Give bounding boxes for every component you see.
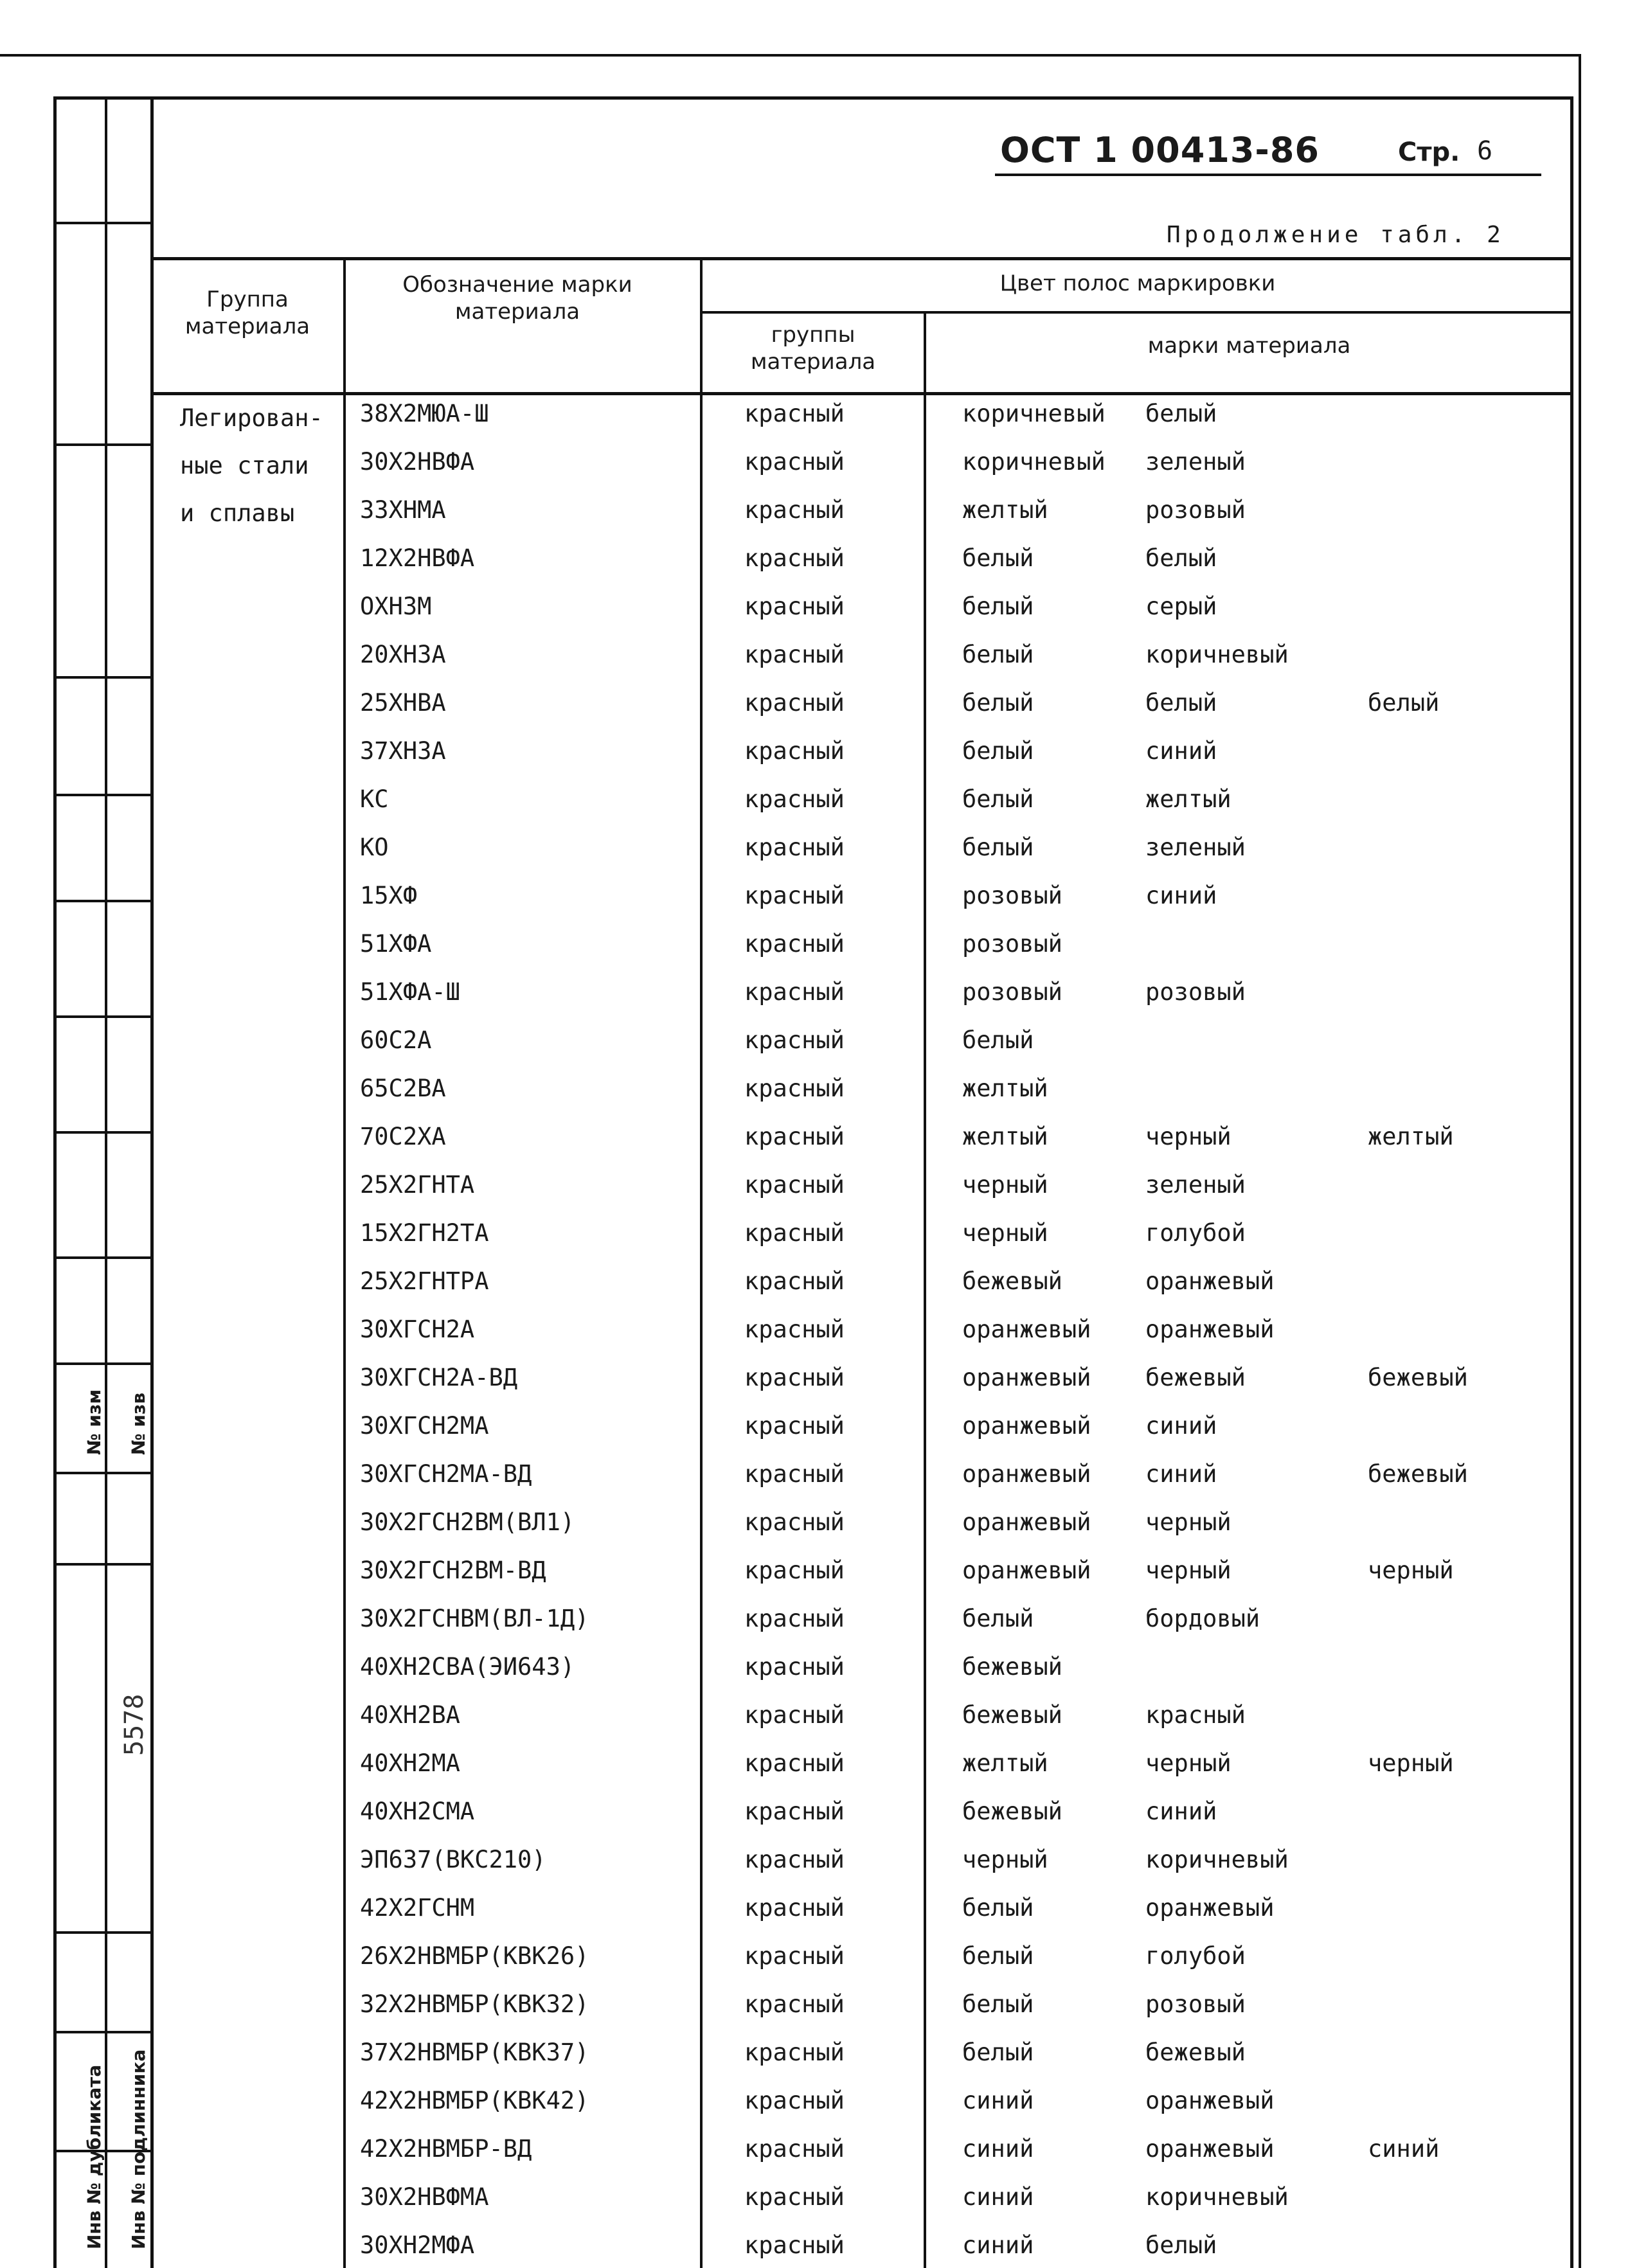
mark-color-1-cell: синий — [962, 2135, 1034, 2163]
mark-color-1-cell: белый — [962, 1942, 1034, 1970]
group-color-cell: красный — [744, 496, 845, 524]
group-color-cell: красный — [744, 2135, 845, 2163]
group-color-cell: красный — [744, 1316, 845, 1343]
stub-izm-label: № изм — [84, 1389, 105, 1455]
group-color-cell: красный — [744, 1749, 845, 1777]
mark-color-1-cell: черный — [962, 1846, 1048, 1873]
mark-cell: 30ХГСН2МА-ВД — [360, 1460, 532, 1488]
mark-cell: 30ХГСН2А — [360, 1316, 475, 1343]
mark-color-3-cell: черный — [1368, 1749, 1454, 1777]
mark-color-1-cell: оранжевый — [962, 1412, 1091, 1440]
group-color-cell: красный — [744, 1846, 845, 1873]
table-header-bottom — [150, 392, 1573, 395]
stub-tick-line — [53, 2031, 154, 2033]
frame-top — [53, 96, 1573, 100]
mark-color-2-cell: зеленый — [1145, 448, 1246, 476]
mark-cell: 12Х2НВФА — [360, 544, 475, 572]
mark-color-1-cell: желтый — [962, 496, 1048, 524]
mark-color-2-cell: черный — [1145, 1123, 1231, 1150]
mark-color-2-cell: бордовый — [1145, 1605, 1260, 1632]
group-color-cell: красный — [744, 834, 845, 861]
mark-cell: ЭП637(ВКС210) — [360, 1846, 546, 1873]
mark-color-2-cell: синий — [1145, 1798, 1217, 1825]
table-continuation-label: Продолжение табл. 2 — [1167, 222, 1505, 248]
page-label: Стр. — [1398, 138, 1460, 167]
mark-color-2-cell: черный — [1145, 1749, 1231, 1777]
mark-color-1-cell: розовый — [962, 978, 1062, 1006]
mark-color-3-cell: желтый — [1368, 1123, 1454, 1150]
stub-original-label: Инв № подлинника — [128, 2049, 149, 2249]
mark-color-1-cell: коричневый — [962, 448, 1106, 476]
group-color-cell: красный — [744, 2231, 845, 2259]
mark-color-1-cell: белый — [962, 785, 1034, 813]
group-color-cell: красный — [744, 1364, 845, 1391]
stub-tick-line — [53, 676, 154, 679]
mark-color-1-cell: белый — [962, 593, 1034, 620]
top-edge-line — [0, 54, 1581, 57]
group-label-line: ные стали — [180, 452, 309, 479]
mark-cell: 20ХН3А — [360, 641, 446, 668]
group-label-line: и сплавы — [180, 499, 295, 527]
mark-color-2-cell: бежевый — [1145, 1364, 1246, 1391]
mark-color-2-cell: синий — [1145, 737, 1217, 765]
group-color-cell: красный — [744, 882, 845, 909]
mark-color-2-cell: розовый — [1145, 1990, 1246, 2018]
stub-divider-1 — [105, 96, 107, 2268]
mark-color-1-cell: желтый — [962, 1749, 1048, 1777]
right-edge-line — [1579, 54, 1581, 2268]
mark-cell: 30ХГСН2А-ВД — [360, 1364, 518, 1391]
mark-cell: 30Х2ГСНВМ(ВЛ-1Д) — [360, 1605, 589, 1632]
mark-cell: 30ХН2МФА — [360, 2231, 475, 2259]
mark-color-1-cell: белый — [962, 737, 1034, 765]
mark-color-2-cell: розовый — [1145, 978, 1246, 1006]
mark-cell: 37ХН3А — [360, 737, 446, 765]
mark-cell: 65С2ВА — [360, 1075, 446, 1102]
group-color-cell: красный — [744, 930, 845, 958]
group-color-cell: красный — [744, 544, 845, 572]
mark-color-1-cell: белый — [962, 544, 1034, 572]
mark-color-1-cell: белый — [962, 1605, 1034, 1632]
stub-original-number: 5578 — [120, 1693, 149, 1756]
mark-color-1-cell: бежевый — [962, 1798, 1062, 1825]
mark-color-1-cell: бежевый — [962, 1267, 1062, 1295]
mark-cell: 26Х2НВМБР(КВК26) — [360, 1942, 589, 1970]
group-color-cell: красный — [744, 1026, 845, 1054]
mark-color-2-cell: оранжевый — [1145, 2135, 1275, 2163]
stub-izv-label: № изв — [128, 1392, 149, 1455]
mark-color-1-cell: белый — [962, 641, 1034, 668]
stub-tick-line — [53, 1256, 154, 1259]
group-color-cell: красный — [744, 1075, 845, 1102]
mark-color-2-cell: черный — [1145, 1557, 1231, 1584]
mark-cell: 42Х2НВМБР-ВД — [360, 2135, 532, 2163]
mark-cell: КС — [360, 785, 389, 813]
mark-color-1-cell: черный — [962, 1219, 1048, 1247]
mark-color-2-cell: оранжевый — [1145, 1894, 1275, 1922]
mark-color-2-cell: голубой — [1145, 1942, 1246, 1970]
mark-cell: 30Х2НВФМА — [360, 2183, 489, 2211]
mark-color-1-cell: белый — [962, 834, 1034, 861]
mark-color-2-cell: коричневый — [1145, 2183, 1289, 2211]
mark-color-2-cell: черный — [1145, 1508, 1231, 1536]
mark-color-2-cell: белый — [1145, 400, 1217, 427]
mark-cell: 25Х2ГНТА — [360, 1171, 475, 1199]
group-color-cell: красный — [744, 1701, 845, 1729]
mark-color-2-cell: синий — [1145, 1460, 1217, 1488]
table-header-top — [150, 257, 1573, 260]
mark-color-1-cell: оранжевый — [962, 1364, 1091, 1391]
mark-color-1-cell: черный — [962, 1171, 1048, 1199]
document-number: ОСТ 1 00413-86 — [1000, 130, 1320, 170]
mark-color-3-cell: синий — [1368, 2135, 1440, 2163]
mark-color-1-cell: белый — [962, 1026, 1034, 1054]
stub-tick-line — [53, 1472, 154, 1474]
mark-cell: 40ХН2МА — [360, 1749, 460, 1777]
group-color-cell: красный — [744, 737, 845, 765]
mark-color-2-cell: белый — [1145, 544, 1217, 572]
mark-cell: 42Х2ГСНМ — [360, 1894, 475, 1922]
mark-cell: 32Х2НВМБР(КВК32) — [360, 1990, 589, 2018]
group-color-cell: красный — [744, 978, 845, 1006]
mark-cell: 30Х2ГСН2ВМ(ВЛ1) — [360, 1508, 575, 1536]
mark-color-1-cell: оранжевый — [962, 1508, 1091, 1536]
mark-color-3-cell: бежевый — [1368, 1460, 1468, 1488]
mark-color-2-cell: розовый — [1145, 496, 1246, 524]
mark-cell: 30Х2НВФА — [360, 448, 475, 476]
mark-color-1-cell: белый — [962, 2039, 1034, 2066]
table-header-mid — [700, 311, 1573, 314]
col-divider-color — [924, 311, 926, 2268]
group-color-cell: красный — [744, 1990, 845, 2018]
group-color-cell: красный — [744, 400, 845, 427]
group-color-cell: красный — [744, 641, 845, 668]
mark-cell: 51ХФА — [360, 930, 432, 958]
mark-color-1-cell: белый — [962, 689, 1034, 717]
group-label-line: Легирован- — [180, 404, 323, 432]
stub-tick-line — [53, 1563, 154, 1566]
mark-color-1-cell: розовый — [962, 930, 1062, 958]
material-group-label — [180, 395, 323, 537]
mark-cell: 25Х2ГНТРА — [360, 1267, 489, 1295]
mark-color-2-cell: зеленый — [1145, 834, 1246, 861]
mark-color-1-cell: белый — [962, 1990, 1034, 2018]
mark-cell: 37Х2НВМБР(КВК37) — [360, 2039, 589, 2066]
mark-color-1-cell: коричневый — [962, 400, 1106, 427]
mark-cell: 30Х2ГСН2ВМ-ВД — [360, 1557, 546, 1584]
group-color-cell: красный — [744, 1412, 845, 1440]
mark-color-2-cell: зеленый — [1145, 1171, 1246, 1199]
mark-cell: 70С2ХА — [360, 1123, 446, 1150]
mark-color-1-cell: бежевый — [962, 1653, 1062, 1681]
group-color-cell: красный — [744, 1605, 845, 1632]
mark-cell: 51ХФА-Ш — [360, 978, 460, 1006]
header-group-color: группы материала — [750, 322, 876, 375]
stub-tick-line — [53, 443, 154, 446]
mark-color-1-cell: оранжевый — [962, 1557, 1091, 1584]
mark-cell: 42Х2НВМБР(КВК42) — [360, 2087, 589, 2114]
mark-cell: 60С2А — [360, 1026, 432, 1054]
group-color-cell: красный — [744, 1123, 845, 1150]
group-color-cell: красный — [744, 689, 845, 717]
mark-cell: 15ХФ — [360, 882, 418, 909]
mark-color-1-cell: желтый — [962, 1123, 1048, 1150]
mark-color-2-cell: коричневый — [1145, 641, 1289, 668]
header-mark-column: Обозначение марки материала — [402, 272, 632, 325]
mark-color-2-cell: оранжевый — [1145, 2087, 1275, 2114]
mark-cell: 40ХН2СМА — [360, 1798, 475, 1825]
mark-color-2-cell: белый — [1145, 2231, 1217, 2259]
page-number: 6 — [1477, 136, 1493, 166]
stub-tick-line — [53, 900, 154, 902]
mark-cell: 30ХГСН2МА — [360, 1412, 489, 1440]
col-divider-mark — [700, 257, 703, 2268]
mark-color-1-cell: белый — [962, 1894, 1034, 1922]
mark-color-3-cell: черный — [1368, 1557, 1454, 1584]
header-group-column: Группа материала — [184, 287, 310, 339]
mark-color-1-cell: синий — [962, 2183, 1034, 2211]
stub-duplicate-label: Инв № дубликата — [84, 2064, 105, 2249]
mark-color-1-cell: розовый — [962, 882, 1062, 909]
stub-tick-line — [53, 1131, 154, 1134]
header-mark-color: марки материала — [1147, 333, 1351, 359]
stub-tick-line — [53, 794, 154, 796]
mark-cell: 25ХНВА — [360, 689, 446, 717]
mark-cell: 15Х2ГН2ТА — [360, 1219, 489, 1247]
mark-color-1-cell: синий — [962, 2087, 1034, 2114]
mark-color-2-cell: красный — [1145, 1701, 1246, 1729]
mark-color-2-cell: голубой — [1145, 1219, 1246, 1247]
group-color-cell: красный — [744, 1267, 845, 1295]
mark-color-1-cell: оранжевый — [962, 1460, 1091, 1488]
mark-color-1-cell: оранжевый — [962, 1316, 1091, 1343]
group-color-cell: красный — [744, 448, 845, 476]
group-color-cell: красный — [744, 1219, 845, 1247]
group-color-cell: красный — [744, 1894, 845, 1922]
mark-color-2-cell: оранжевый — [1145, 1267, 1275, 1295]
mark-color-2-cell: желтый — [1145, 785, 1231, 813]
group-color-cell: красный — [744, 1508, 845, 1536]
mark-color-2-cell: синий — [1145, 882, 1217, 909]
mark-color-1-cell: желтый — [962, 1075, 1048, 1102]
group-color-cell: красный — [744, 1653, 845, 1681]
stub-tick-line — [53, 1931, 154, 1934]
group-color-cell: красный — [744, 1557, 845, 1584]
mark-color-2-cell: белый — [1145, 689, 1217, 717]
mark-cell: 38Х2МЮА-Ш — [360, 400, 489, 427]
mark-color-2-cell: оранжевый — [1145, 1316, 1275, 1343]
mark-cell: 40ХН2СВА(ЭИ643) — [360, 1653, 575, 1681]
mark-cell: КО — [360, 834, 389, 861]
mark-cell: 40ХН2ВА — [360, 1701, 460, 1729]
mark-color-3-cell: бежевый — [1368, 1364, 1468, 1391]
mark-color-1-cell: бежевый — [962, 1701, 1062, 1729]
frame-left — [53, 96, 57, 2268]
group-color-cell: красный — [744, 593, 845, 620]
mark-color-2-cell: синий — [1145, 1412, 1217, 1440]
group-color-cell: красный — [744, 1798, 845, 1825]
mark-color-2-cell: бежевый — [1145, 2039, 1246, 2066]
group-color-cell: красный — [744, 1171, 845, 1199]
col-divider-group — [343, 257, 346, 2268]
group-color-cell: красный — [744, 1460, 845, 1488]
document-number-underline — [995, 174, 1541, 176]
mark-color-2-cell: коричневый — [1145, 1846, 1289, 1873]
mark-color-3-cell: белый — [1368, 689, 1440, 717]
header-color-column: Цвет полос маркировки — [999, 271, 1276, 296]
mark-color-2-cell: серый — [1145, 593, 1217, 620]
group-color-cell: красный — [744, 2039, 845, 2066]
group-color-cell: красный — [744, 785, 845, 813]
mark-cell: 33ХНМА — [360, 496, 446, 524]
mark-cell: ОХН3М — [360, 593, 432, 620]
group-color-cell: красный — [744, 2183, 845, 2211]
mark-color-1-cell: синий — [962, 2231, 1034, 2259]
stub-tick-line — [53, 1362, 154, 1365]
group-color-cell: красный — [744, 1942, 845, 1970]
frame-right — [1570, 96, 1573, 2268]
group-color-cell: красный — [744, 2087, 845, 2114]
stub-tick-line — [53, 222, 154, 224]
stub-tick-line — [53, 1015, 154, 1018]
stub-divider-2 — [150, 96, 154, 2268]
